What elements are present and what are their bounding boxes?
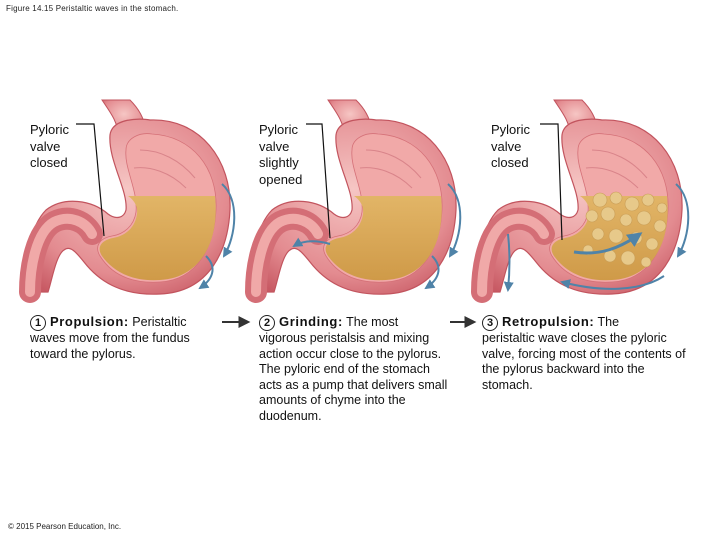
caption-text: waves move from the fundus toward the pylorus. bbox=[30, 331, 190, 361]
valve-label-line: slightly bbox=[259, 155, 299, 170]
caption-first-line bbox=[30, 314, 216, 331]
valve-label-1 bbox=[30, 122, 69, 172]
valve-label-line: closed bbox=[491, 155, 529, 170]
valve-label-line: valve bbox=[491, 138, 522, 154]
valve-label-3 bbox=[491, 122, 530, 172]
valve-label-line: valve bbox=[259, 138, 290, 154]
valve-label-line: Pyloric bbox=[30, 122, 70, 137]
copyright-notice: © 2015 Pearson Education, Inc. bbox=[8, 522, 122, 531]
step-number-badge: 2 bbox=[259, 315, 275, 331]
caption-lead: Peristaltic bbox=[128, 315, 187, 329]
valve-label-line: closed bbox=[30, 155, 68, 170]
caption-step-1 bbox=[30, 314, 216, 362]
valve-label-line: Pyloric bbox=[491, 122, 531, 137]
caption-first-line bbox=[482, 314, 687, 331]
caption-first-line bbox=[259, 314, 455, 331]
caption-text: vigorous peristalsis and mixing action occur close to the pylorus. The pyloric end of the stomach acts as a pump that delivers small amounts of chyme into the duodenum. bbox=[259, 331, 448, 423]
valve-label-line: valve bbox=[30, 138, 61, 154]
caption-step-3 bbox=[482, 314, 687, 393]
caption-step-2 bbox=[259, 314, 455, 424]
caption-text: peristaltic wave closes the pyloric valve, forcing most of the contents of the pylorus backward into the stomach. bbox=[482, 331, 686, 392]
caption-lead: The bbox=[594, 315, 620, 329]
step-name: Grinding: bbox=[279, 314, 343, 329]
step-name: Retropulsion: bbox=[502, 314, 595, 329]
step-number-badge: 1 bbox=[30, 315, 46, 331]
caption-lead: The most bbox=[342, 315, 399, 329]
step-name: Propulsion: bbox=[50, 314, 129, 329]
figure-title: Figure 14.15 Peristaltic waves in the stomach. bbox=[6, 4, 179, 13]
valve-label-line: opened bbox=[259, 171, 303, 187]
step-number-badge: 3 bbox=[482, 315, 498, 331]
valve-label-line: Pyloric bbox=[259, 122, 299, 137]
valve-label-2 bbox=[259, 122, 302, 188]
